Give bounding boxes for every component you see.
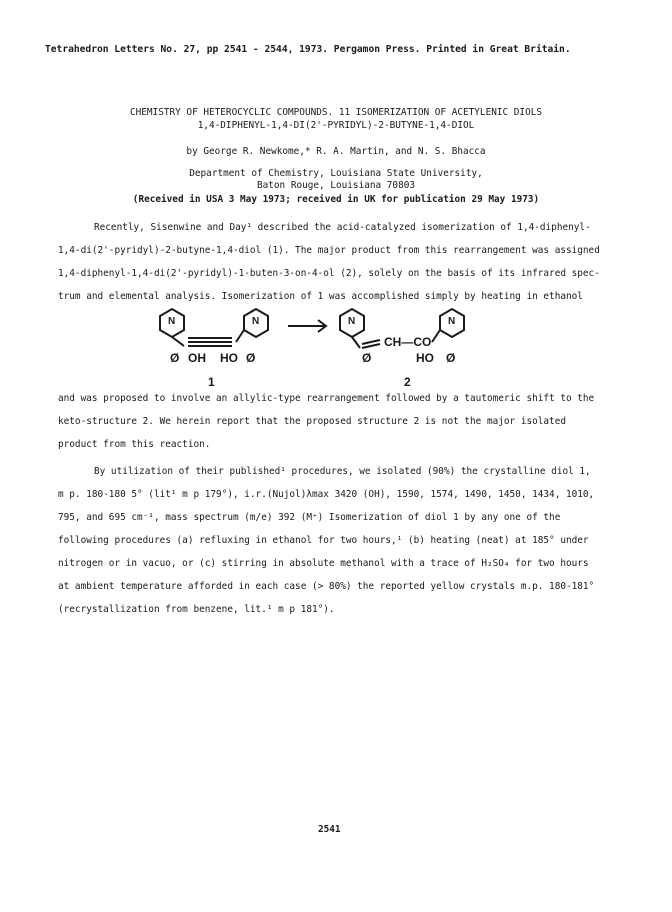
para2-line2: keto-structure 2. We herein report that the proposed structure 2 is not the major isolated — [58, 416, 566, 427]
paper-title-line2: 1,4-DIPHENYL-1,4-DI(2'-PYRIDYL)-2-BUTYNE-1,4-DIOL — [197, 120, 475, 131]
para3-line1: By utilization of their published¹ procedures, we isolated (90%) the crystalline diol 1, — [94, 466, 591, 477]
paper-title-line1: CHEMISTRY OF HETEROCYCLIC COMPOUNDS. 11 ISOMERIZATION OF ACETYLENIC DIOLS — [129, 107, 543, 118]
authors: by George R. Newkome,* R. A. Martin, and N. S. Bhacca — [186, 146, 486, 157]
para1-line4: trum and elemental analysis. Isomerization of 1 was accomplished simply by heating in ethanol — [58, 291, 583, 302]
ho-label: HO — [220, 351, 238, 365]
journal-header: Tetrahedron Letters No. 27, pp 2541 - 2544, 1973. Pergamon Press. Printed in Great Britain. — [45, 44, 571, 55]
para3-line6: at ambient temperature afforded in each case (> 80%) the reported yellow crystals m.p. 180-181° — [58, 581, 595, 592]
oh-label: OH — [188, 351, 206, 365]
para3-line2: m p. 180-180 5° (lit¹ m p 179°), i.r.(Nujol)λmax 3420 (OH), 1590, 1574, 1490, 1450, 1434, 1010, — [58, 489, 595, 500]
received-dates: (Received in USA 3 May 1973; received in UK for publication 29 May 1973) — [132, 194, 540, 205]
para3-line4: following procedures (a) refluxing in ethanol for two hours,¹ (b) heating (neat) at 185° under — [58, 535, 589, 546]
compound2-label: 2 — [404, 375, 411, 389]
para1-line1: Recently, Sisenwine and Day¹ described the acid-catalyzed isomerization of 1,4-diphenyl- — [94, 222, 591, 233]
page-number: 2541 — [318, 824, 341, 835]
phenyl-symbol: Ø — [446, 351, 456, 365]
phenyl-symbol: Ø — [362, 351, 372, 365]
svg-text:N: N — [168, 316, 176, 327]
affiliation-line2: Baton Rouge, Louisiana 70803 — [256, 180, 416, 191]
para2-line1: and was proposed to involve an allylic-type rearrangement followed by a tautomeric shift to the — [58, 393, 595, 404]
reaction-scheme — [140, 304, 540, 394]
para3-line5: nitrogen or in vacuo, or (c) stirring in absolute methanol with a trace of H₂SO₄ for two hours — [58, 558, 589, 569]
affiliation-line1: Department of Chemistry, Louisiana State University, — [189, 168, 483, 179]
svg-text:N: N — [448, 316, 456, 327]
svg-text:N: N — [348, 316, 356, 327]
phenyl-symbol: Ø — [246, 351, 256, 365]
chain-label: CH—CO — [384, 335, 432, 349]
svg-text:N: N — [252, 316, 260, 327]
para1-line2: 1,4-di(2'-pyridyl)-2-butyne-1,4-diol (1). The major product from this rearrangement was assigned — [58, 245, 600, 256]
ho-label: HO — [416, 351, 434, 365]
para3-line7: (recrystallization from benzene, lit.¹ m p 181°). — [58, 604, 335, 615]
para3-line3: 795, and 695 cm⁻¹, mass spectrum (m/e) 392 (M⁺) Isomerization of diol 1 by any one of the — [58, 512, 561, 523]
compound1-label: 1 — [208, 375, 215, 389]
phenyl-symbol: Ø — [170, 351, 180, 365]
para1-line3: 1,4-diphenyl-1,4-di(2'-pyridyl)-1-buten-3-on-4-ol (2), solely on the basis of its infrared spec- — [58, 268, 600, 279]
para2-line3: product from this reaction. — [58, 439, 211, 450]
